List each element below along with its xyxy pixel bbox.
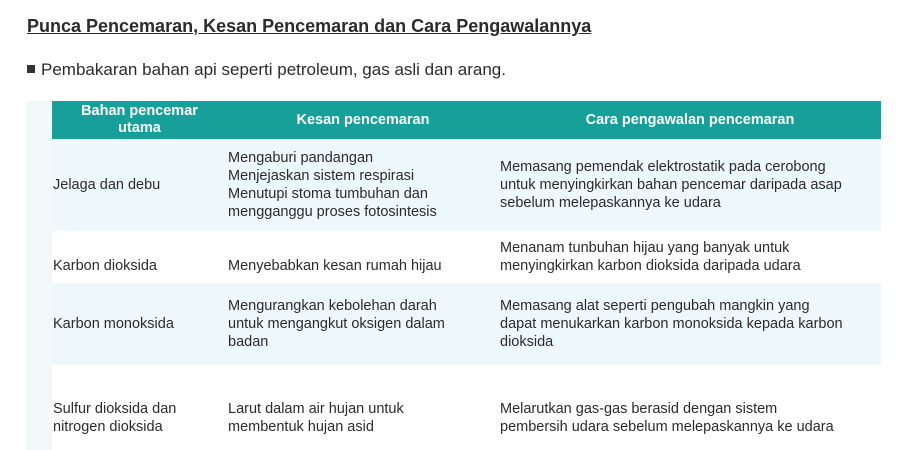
table-row [52,139,881,231]
cell-pollutant: Karbon dioksida [52,231,227,283]
table-row [52,283,881,365]
cell-effect: Menyebabkan kesan rumah hijau [227,231,499,283]
cell-control: Memasang alat seperti pengubah mangkin yang dapat menukarkan karbon monoksida kepada karbon dioksida [499,283,881,365]
header-pollutant: Bahan pencemar utama [52,101,227,139]
cell-control: Memasang pemendak elektrostatik pada cerobong untuk menyingkirkan bahan pencemar daripada asap sebelum melepaskannya ke udara [499,139,881,231]
square-bullet-icon [27,65,35,73]
table-row [52,231,881,283]
cell-pollutant: Jelaga dan debu [52,139,227,231]
page-title: Punca Pencemaran, Kesan Pencemaran dan Cara Pengawalannya [27,16,592,36]
table-left-margin [26,101,52,450]
bullet-point [27,60,506,80]
cell-control: Melarutkan gas-gas berasid dengan sistem pembersih udara sebelum melepaskannya ke udara [499,365,881,450]
header-control: Cara pengawalan pencemaran [499,101,881,139]
cell-effect: Mengurangkan kebolehan darah untuk mengangkut oksigen dalam badan [227,283,499,365]
cell-control: Menanam tunbuhan hijau yang banyak untuk menyingkirkan karbon dioksida daripada udara [499,231,881,283]
cell-pollutant: Karbon monoksida [52,283,227,365]
cell-effect: Larut dalam air hujan untuk membentuk hujan asid [227,365,499,450]
bullet-text: Pembakaran bahan api seperti petroleum, gas asli dan arang. [41,60,506,79]
table-header-row [52,101,881,139]
cell-effect: Mengaburi pandangan Menjejaskan sistem respirasi Menutupi stoma tumbuhan dan mengganggu proses fotosintesis [227,139,499,231]
pollution-table-container [26,101,881,450]
pollution-table [52,101,881,450]
table-row [52,365,881,450]
header-effect: Kesan pencemaran [227,101,499,139]
cell-pollutant: Sulfur dioksida dan nitrogen dioksida [52,365,227,450]
